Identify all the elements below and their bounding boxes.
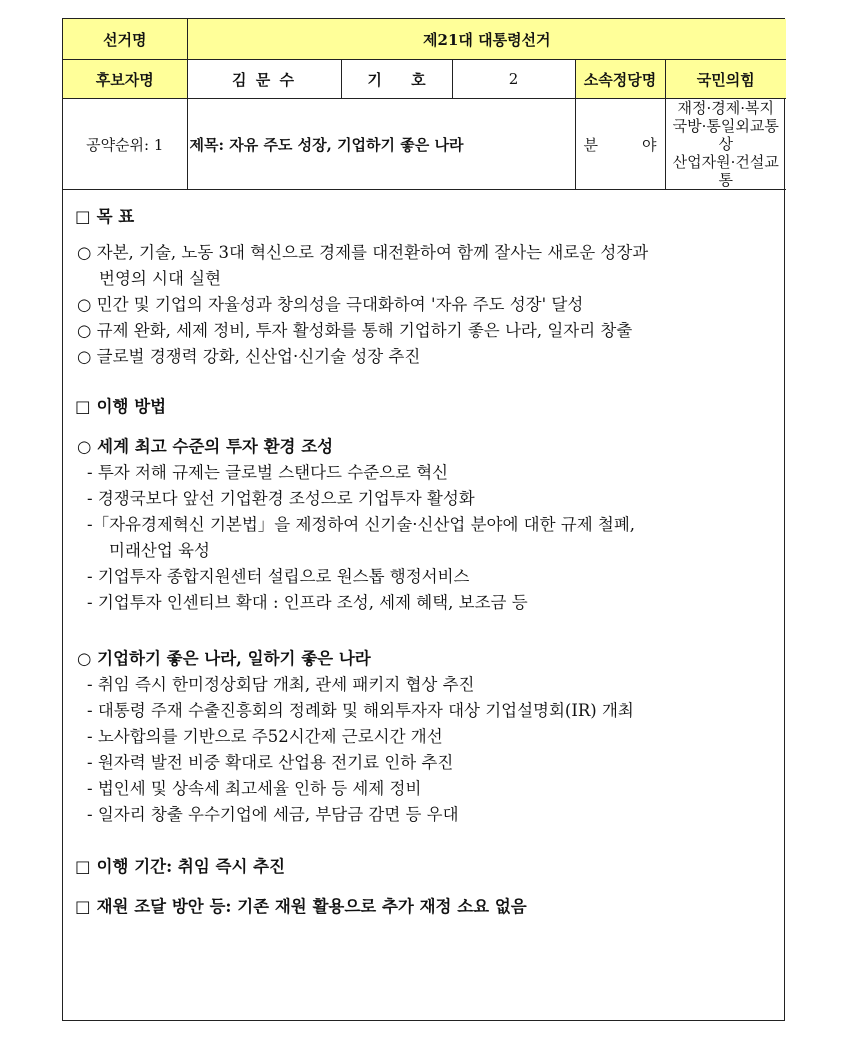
method-item-continued: 미래산업 육성 <box>109 541 210 560</box>
number-label: 기 호 <box>341 60 452 99</box>
pledge-title: 제목: 자유 주도 성장, 기업하기 좋은 나라 <box>187 99 575 190</box>
order-label: 공약순위: 1 <box>63 99 187 190</box>
period-heading: □ 이행 기간: 취임 즉시 추진 <box>75 857 286 876</box>
number-value: 2 <box>452 60 575 99</box>
method-item: - 대통령 주재 수출진흥회의 정례화 및 해외투자자 대상 기업설명회(IR) 개최 <box>87 701 634 720</box>
checkbox-glyph: □ <box>75 397 91 416</box>
pledge-sheet <box>62 18 785 1021</box>
method-item: - 기업투자 인센티브 확대 : 인프라 조성, 세제 혜택, 보조금 등 <box>87 593 528 612</box>
candidate-value: 김 문 수 <box>187 60 341 99</box>
funding-heading: □ 재원 조달 방안 등: 기존 재원 활용으로 추가 재정 소요 없음 <box>75 897 527 916</box>
goals-heading: □ 목 표 <box>75 207 135 226</box>
goal-item: ○ 글로벌 경쟁력 강화, 신산업·신기술 성장 추진 <box>77 347 421 366</box>
method-item: - 투자 저해 규제는 글로벌 스탠다드 수준으로 혁신 <box>87 463 449 482</box>
method-item: - 노사합의를 기반으로 주52시간제 근로시간 개선 <box>87 727 443 746</box>
pledge-body <box>63 190 784 918</box>
method-item: - 경쟁국보다 앞선 기업환경 조성으로 기업투자 활성화 <box>87 489 475 508</box>
checkbox-glyph: □ <box>75 897 91 916</box>
election-label: 선거명 <box>63 19 187 60</box>
method-item: -「자유경제혁신 기본법」을 제정하여 신기술·신산업 분야에 대한 규제 철폐, <box>87 515 636 534</box>
method-item: - 취임 즉시 한미정상회담 개최, 관세 패키지 협상 추진 <box>87 675 475 694</box>
field-value: 산업자원·건설교통 <box>672 153 779 189</box>
goal-item: ○ 민간 및 기업의 자율성과 창의성을 극대화하여 '자유 주도 성장' 달성 <box>77 295 584 314</box>
field-label-2: 야 <box>642 135 657 154</box>
method-item: - 일자리 창출 우수기업에 세금, 부담금 감면 등 우대 <box>87 805 459 824</box>
checkbox-glyph: □ <box>75 857 91 876</box>
method-item: - 기업투자 종합지원센터 설립으로 원스톱 행정서비스 <box>87 567 470 586</box>
goal-item: ○ 규제 완화, 세제 정비, 투자 활성화를 통해 기업하기 좋은 나라, 일자리 창출 <box>77 321 633 340</box>
method-group-title: ○ 기업하기 좋은 나라, 일하기 좋은 나라 <box>77 649 371 668</box>
goal-item-continued: 번영의 시대 실현 <box>99 269 222 288</box>
header-table <box>63 19 786 190</box>
field-value: 국방·통일외교통상 <box>672 117 779 153</box>
methods-heading: □ 이행 방법 <box>75 397 167 416</box>
method-group-title: ○ 세계 최고 수준의 투자 환경 조성 <box>77 437 334 456</box>
party-value: 국민의힘 <box>665 60 786 99</box>
election-value: 제21대 대통령선거 <box>187 19 786 60</box>
method-item: - 법인세 및 상속세 최고세율 인하 등 세제 정비 <box>87 779 422 798</box>
goal-item: ○ 자본, 기술, 노동 3대 혁신으로 경제를 대전환하여 함께 잘사는 새로운 성장과 <box>77 243 649 262</box>
field-values <box>665 99 786 190</box>
checkbox-glyph: □ <box>75 207 91 226</box>
candidate-label: 후보자명 <box>63 60 187 99</box>
method-item: - 원자력 발전 비중 확대로 산업용 전기료 인하 추진 <box>87 753 454 772</box>
field-label <box>575 99 665 190</box>
field-value: 재정·경제·복지 <box>677 99 775 117</box>
party-label: 소속정당명 <box>575 60 665 99</box>
field-label-1: 분 <box>583 135 598 154</box>
